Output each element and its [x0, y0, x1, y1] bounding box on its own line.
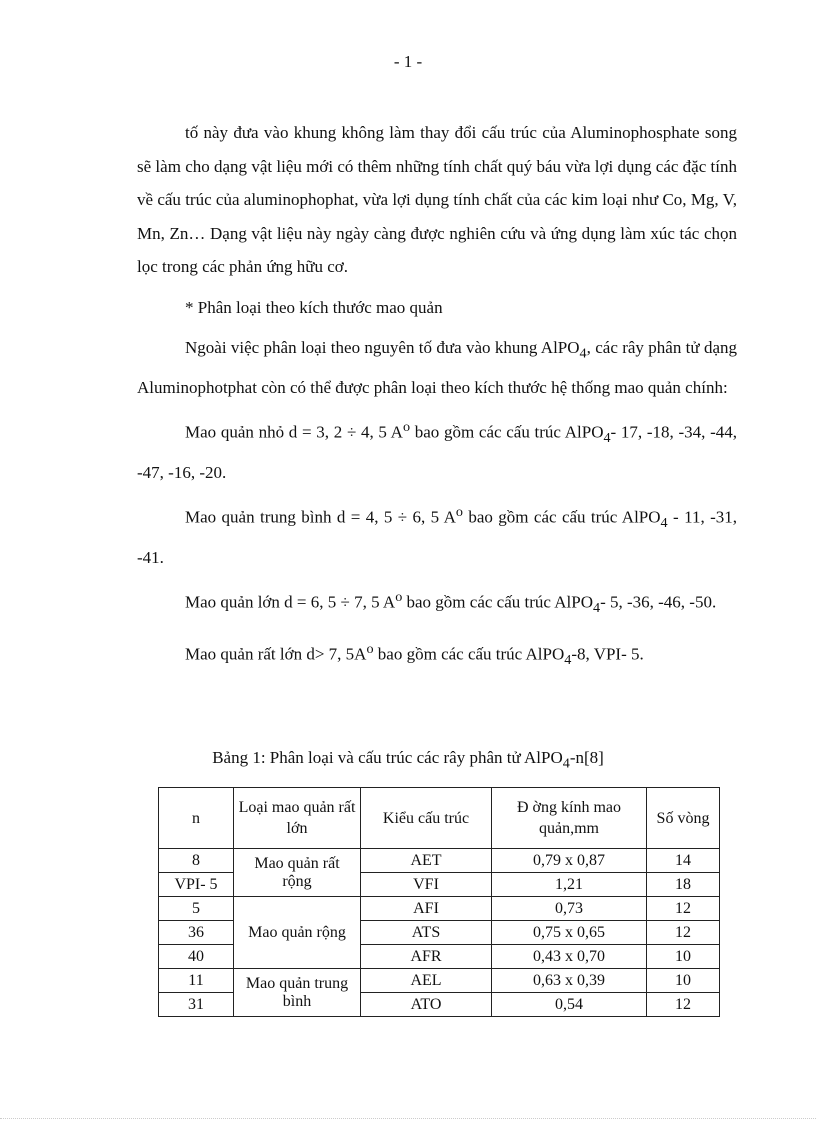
- subscript: 4: [660, 515, 668, 532]
- paragraph-intro: tố này đưa vào khung không làm thay đổi cấu trúc của Aluminophosphate song sẽ làm cho dạng vật liệu mới có thêm những tính chất quý báu vừa lợi dụng các đặc tính về cấu trúc của aluminophophat, vừa lợi dụng tính chất của các kim loại như Co, Mg, V, Mn, Zn… Dạng vật liệu này ngày càng được nghiên cứu và ứng dụng làm xúc tác chọn lọc trong các phản ứng hữu cơ.: [137, 123, 737, 276]
- paragraph-extra-large-pore: Mao quản rất lớn d> 7, $5A^o$ bao gồm các cấu trúc AlPO$_4$-8, VPI- 5.: [185, 641, 644, 669]
- table-header-row: [159, 788, 720, 849]
- header-ring-count: Số vòng: [647, 788, 720, 849]
- cell-ring: 12: [647, 993, 720, 1017]
- pore-classification-table: [158, 787, 720, 1017]
- cell-size: 0,43 x 0,70: [492, 945, 647, 969]
- page-number: - 1 -: [393, 52, 423, 71]
- superscript: o: [395, 589, 403, 606]
- paragraph-large-pore: Mao quản lớn d = 6, 5 ÷ 7, 5 $A^o$ bao gồm các cấu trúc AlPO$_4$- 5, -36, -46, -50.: [185, 589, 717, 617]
- cell-ring: 12: [647, 897, 720, 921]
- cell-n: 5: [159, 897, 234, 921]
- cell-ring: 14: [647, 849, 720, 873]
- cell-n: 40: [159, 945, 234, 969]
- cell-size: 0,75 x 0,65: [492, 921, 647, 945]
- header-structure-type: Kiểu cấu trúc: [361, 788, 492, 849]
- cell-n: 36: [159, 921, 234, 945]
- cell-type: AFR: [361, 945, 492, 969]
- cell-type: ATO: [361, 993, 492, 1017]
- cell-ring: 18: [647, 873, 720, 897]
- cell-ring: 12: [647, 921, 720, 945]
- cell-type: VFI: [361, 873, 492, 897]
- superscript: o: [366, 641, 374, 658]
- page-bottom-divider: [0, 1118, 816, 1119]
- cell-ring: 10: [647, 945, 720, 969]
- body-text: [137, 116, 737, 678]
- subscript: 4: [592, 600, 601, 617]
- paragraph-medium-pore: Mao quản trung bình d = 4, 5 ÷ 6, 5 $A^o$ bao gồm các cấu trúc AlPO$_4$ - 11, -31, -41.: [137, 504, 737, 567]
- superscript: o: [402, 419, 411, 436]
- header-n: n: [159, 788, 234, 849]
- cell-type: ATS: [361, 921, 492, 945]
- cell-n: 8: [159, 849, 234, 873]
- cell-group: Mao quản rộng: [234, 897, 361, 969]
- table-row: [159, 897, 720, 921]
- cell-type: AET: [361, 849, 492, 873]
- cell-size: 0,63 x 0,39: [492, 969, 647, 993]
- table-row: [159, 969, 720, 993]
- cell-size: 1,21: [492, 873, 647, 897]
- cell-group: Mao quản trung bình: [234, 969, 361, 1017]
- subscript: 4: [603, 430, 611, 447]
- header-pore-type: Loại mao quản rất lớn: [234, 788, 361, 849]
- cell-type: AEL: [361, 969, 492, 993]
- cell-size: 0,79 x 0,87: [492, 849, 647, 873]
- paragraph-classification: Ngoài việc phân loại theo nguyên tố đưa vào khung AlPO$_4$, các rây phân tử dạng Aluminophotphat còn có thể được phân loại theo kích thước hệ thống mao quản chính:: [137, 338, 737, 397]
- table-row: [159, 849, 720, 873]
- cell-ring: 10: [647, 969, 720, 993]
- cell-type: AFI: [361, 897, 492, 921]
- cell-n: VPI- 5: [159, 873, 234, 897]
- cell-size: 0,73: [492, 897, 647, 921]
- header-diameter: Đ ờng kính mao quản,mm: [492, 788, 647, 849]
- cell-group: Mao quản rất rộng: [234, 849, 361, 897]
- superscript: o: [455, 504, 463, 521]
- cell-size: 0,54: [492, 993, 647, 1017]
- section-heading: * Phân loại theo kích thước mao quản: [185, 297, 443, 317]
- subscript: 4: [579, 345, 587, 362]
- table-caption: Bảng 1: Phân loại và cấu trúc các rây phân tử AlPO$_4$-n[8]: [212, 748, 604, 772]
- cell-n: 31: [159, 993, 234, 1017]
- paragraph-small-pore: Mao quản nhỏ d = 3, 2 ÷ 4, 5 $A^o$ bao gồm các cấu trúc AlPO$_4$- 17, -18, -34, -44, -47, -16, -20.: [137, 419, 737, 482]
- subscript: 4: [564, 652, 572, 669]
- cell-n: 11: [159, 969, 234, 993]
